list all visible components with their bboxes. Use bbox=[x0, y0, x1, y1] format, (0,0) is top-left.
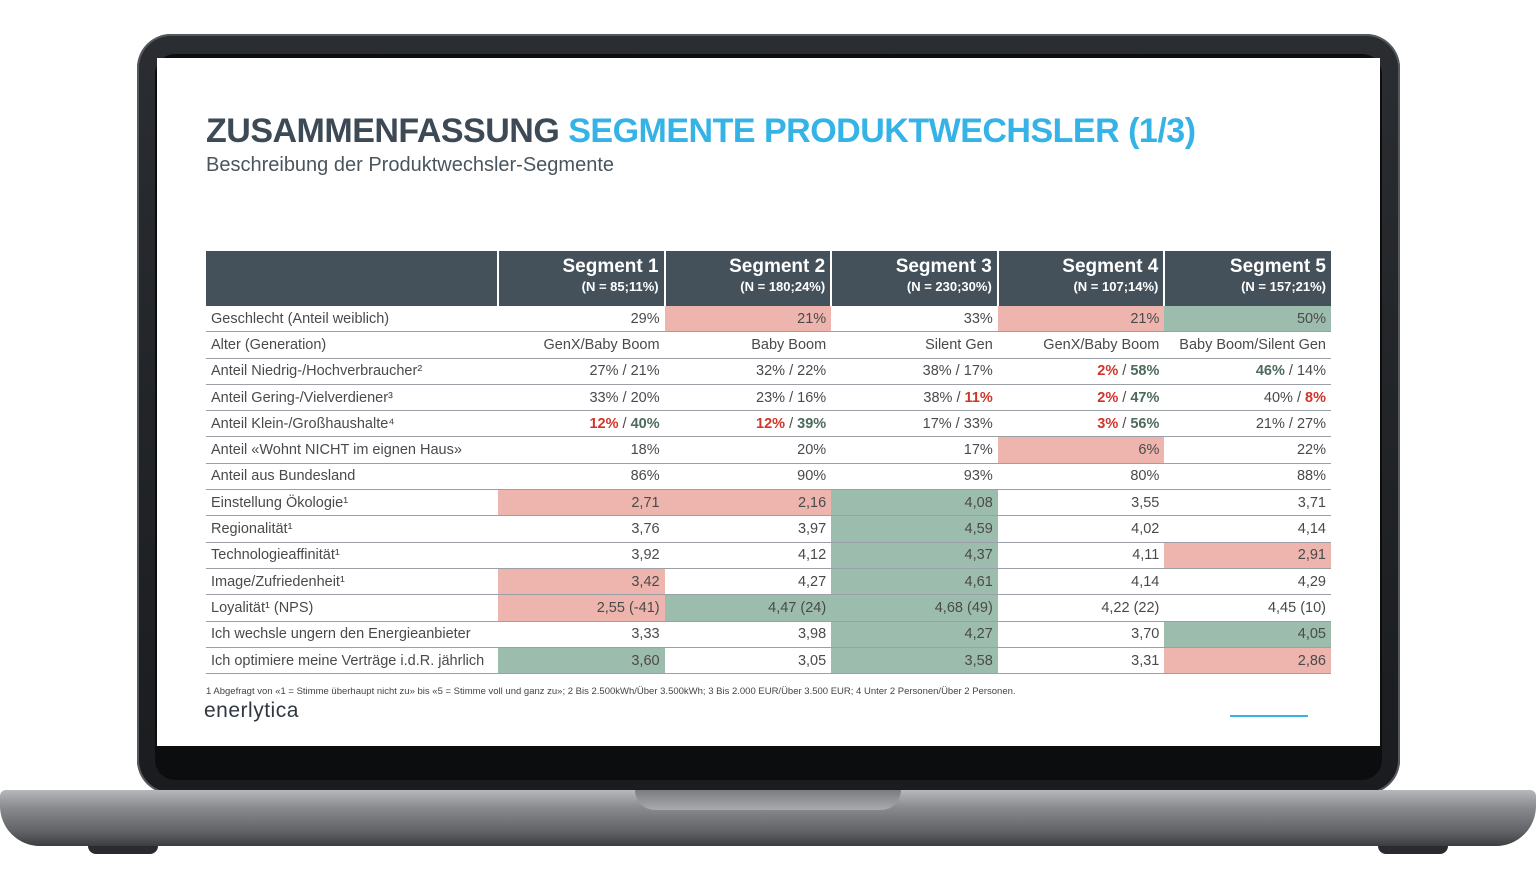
cell-value: 46% bbox=[1255, 363, 1285, 380]
header-empty bbox=[206, 251, 498, 306]
cell-segment-5 bbox=[1164, 516, 1331, 542]
table-row bbox=[206, 621, 1331, 647]
cell-segment-4 bbox=[998, 306, 1165, 332]
row-label: Ich wechsle ungern den Energieanbieter bbox=[206, 621, 498, 647]
cell-value: 21% bbox=[1130, 310, 1160, 327]
cell-segment-2 bbox=[665, 516, 832, 542]
cell-value: 3,60 bbox=[631, 652, 660, 669]
cell-segment-1 bbox=[498, 358, 665, 384]
cell-segment-2 bbox=[665, 490, 832, 516]
cell-separator: / bbox=[951, 363, 964, 380]
header-segment-name: Segment 3 bbox=[895, 256, 992, 277]
cell-value: 12% bbox=[756, 415, 786, 432]
cell-segment-5 bbox=[1164, 542, 1331, 568]
cell-value: 38% bbox=[923, 389, 953, 406]
cell-value: 88% bbox=[1296, 468, 1326, 485]
cell-segment-2 bbox=[665, 411, 832, 437]
cell-separator: / bbox=[1284, 415, 1297, 432]
cell-value: 4,29 bbox=[1297, 573, 1326, 590]
cell-segment-3 bbox=[831, 490, 998, 516]
header-segment-name: Segment 2 bbox=[729, 256, 826, 277]
cell-separator: / bbox=[951, 415, 964, 432]
cell-segment-1 bbox=[498, 437, 665, 463]
cell-value: 4,47 (24) bbox=[768, 599, 827, 616]
cell-separator: / bbox=[1292, 389, 1306, 406]
cell-segment-4 bbox=[998, 332, 1165, 358]
cell-value-2: 8% bbox=[1305, 389, 1326, 406]
cell-segment-1 bbox=[498, 542, 665, 568]
cell-segment-3 bbox=[831, 463, 998, 489]
header-segment-5 bbox=[1164, 251, 1331, 306]
cell-value: 2,71 bbox=[631, 494, 660, 511]
cell-segment-4 bbox=[998, 647, 1165, 673]
cell-segment-3 bbox=[831, 647, 998, 673]
laptop-notch bbox=[635, 790, 901, 810]
table-row bbox=[206, 463, 1331, 489]
cell-value: 4,14 bbox=[1297, 521, 1326, 538]
cell-segment-1 bbox=[498, 621, 665, 647]
cell-segment-1 bbox=[498, 411, 665, 437]
header-segment-name: Segment 5 bbox=[1229, 256, 1326, 277]
cell-value: 4,45 (10) bbox=[1267, 599, 1326, 616]
cell-value: 3,31 bbox=[1131, 652, 1160, 669]
cell-value: 4,68 (49) bbox=[934, 599, 993, 616]
cell-value: 4,05 bbox=[1297, 626, 1326, 643]
cell-separator: / bbox=[1118, 415, 1131, 432]
cell-value: 3,42 bbox=[631, 573, 660, 590]
cell-value: Baby Boom bbox=[751, 336, 827, 353]
cell-segment-5 bbox=[1164, 437, 1331, 463]
cell-value: 2% bbox=[1097, 389, 1119, 406]
cell-value: 21% bbox=[1255, 415, 1285, 432]
cell-value: 4,14 bbox=[1131, 573, 1160, 590]
cell-segment-2 bbox=[665, 384, 832, 410]
slide-subtitle: Beschreibung der Produktwechsler-Segmente bbox=[206, 154, 614, 176]
cell-separator: / bbox=[1118, 363, 1131, 380]
cell-value: 3,55 bbox=[1131, 494, 1160, 511]
table-row bbox=[206, 358, 1331, 384]
row-label: Image/Zufriedenheit¹ bbox=[206, 568, 498, 594]
cell-segment-1 bbox=[498, 595, 665, 621]
cell-value: 2,55 (-41) bbox=[596, 599, 660, 616]
cell-value: 27% bbox=[589, 363, 619, 380]
header-segment-n: (N = 107;14%) bbox=[1073, 279, 1159, 294]
cell-value: 29% bbox=[630, 310, 660, 327]
cell-value: 4,37 bbox=[964, 547, 993, 564]
footnote: 1 Abgefragt von «1 = Stimme überhaupt nicht zu» bis «5 = Stimme voll und ganz zu»; 2 Bis 2.500kWh/Über 3.500kWh; 3 Bis 2.000 EUR/Über 3.500 EUR; 4 Unter 2 Personen/Über 2 Personen. bbox=[206, 686, 1016, 697]
cell-value: 33% bbox=[963, 310, 993, 327]
cell-segment-3 bbox=[831, 542, 998, 568]
cell-segment-3 bbox=[831, 437, 998, 463]
cell-value: 3,76 bbox=[631, 521, 660, 538]
table-row bbox=[206, 332, 1331, 358]
cell-segment-5 bbox=[1164, 358, 1331, 384]
cell-value-2: 47% bbox=[1130, 389, 1160, 406]
cell-value-2: 14% bbox=[1296, 363, 1326, 380]
cell-value: 93% bbox=[963, 468, 993, 485]
cell-value-2: 39% bbox=[797, 415, 827, 432]
cell-value: 12% bbox=[589, 415, 619, 432]
cell-value: 3% bbox=[1097, 415, 1119, 432]
cell-value-2: 20% bbox=[630, 389, 660, 406]
table-row bbox=[206, 647, 1331, 673]
header-segment-n: (N = 230;30%) bbox=[906, 279, 992, 294]
laptop-foot-left bbox=[88, 846, 158, 854]
header-segment-4 bbox=[998, 251, 1165, 306]
cell-segment-1 bbox=[498, 463, 665, 489]
row-label: Regionalität¹ bbox=[206, 516, 498, 542]
table-row bbox=[206, 437, 1331, 463]
cell-value: GenX/Baby Boom bbox=[1043, 336, 1160, 353]
cell-value-2: 21% bbox=[630, 363, 660, 380]
accent-line bbox=[1230, 715, 1308, 717]
row-label: Anteil Klein-/Großhaushalte⁴ bbox=[206, 411, 498, 437]
row-label: Anteil Niedrig-/Hochverbraucher² bbox=[206, 358, 498, 384]
table-header-row bbox=[206, 251, 1331, 306]
cell-value: 40% bbox=[1263, 389, 1293, 406]
table-row bbox=[206, 490, 1331, 516]
header-segment-name: Segment 4 bbox=[1062, 256, 1159, 277]
cell-value-2: 27% bbox=[1296, 415, 1326, 432]
cell-value-2: 17% bbox=[963, 363, 993, 380]
cell-value: 2% bbox=[1097, 363, 1119, 380]
cell-value: 50% bbox=[1296, 310, 1326, 327]
cell-separator: / bbox=[618, 415, 631, 432]
cell-value: 3,92 bbox=[631, 547, 660, 564]
header-segment-name: Segment 1 bbox=[562, 256, 659, 277]
cell-segment-3 bbox=[831, 411, 998, 437]
cell-segment-5 bbox=[1164, 463, 1331, 489]
table-body bbox=[206, 306, 1331, 674]
cell-segment-3 bbox=[831, 516, 998, 542]
cell-segment-3 bbox=[831, 384, 998, 410]
cell-segment-3 bbox=[831, 621, 998, 647]
cell-separator: / bbox=[785, 415, 798, 432]
cell-segment-4 bbox=[998, 568, 1165, 594]
cell-segment-1 bbox=[498, 647, 665, 673]
cell-value: 17% bbox=[963, 442, 993, 459]
cell-value: 3,97 bbox=[797, 521, 827, 538]
cell-segment-2 bbox=[665, 463, 832, 489]
cell-segment-2 bbox=[665, 437, 832, 463]
cell-separator: / bbox=[618, 363, 631, 380]
cell-segment-4 bbox=[998, 358, 1165, 384]
header-segment-3 bbox=[831, 251, 998, 306]
cell-value: Silent Gen bbox=[925, 336, 993, 353]
cell-value-2: 33% bbox=[963, 415, 993, 432]
cell-separator: / bbox=[952, 389, 965, 406]
cell-segment-2 bbox=[665, 568, 832, 594]
table-row bbox=[206, 542, 1331, 568]
cell-value: 32% bbox=[756, 363, 786, 380]
cell-value: 4,12 bbox=[797, 547, 827, 564]
title-part-2: SEGMENTE PRODUKTWECHSLER (1/3) bbox=[568, 112, 1196, 150]
cell-value: 3,05 bbox=[797, 652, 827, 669]
cell-segment-5 bbox=[1164, 621, 1331, 647]
table-row bbox=[206, 411, 1331, 437]
cell-segment-3 bbox=[831, 595, 998, 621]
table-row bbox=[206, 595, 1331, 621]
table-row bbox=[206, 516, 1331, 542]
cell-value: 86% bbox=[630, 468, 660, 485]
cell-value: 90% bbox=[797, 468, 827, 485]
header-segment-n: (N = 85;11%) bbox=[581, 279, 659, 294]
cell-value: 4,02 bbox=[1131, 521, 1160, 538]
cell-segment-4 bbox=[998, 463, 1165, 489]
slide-screen bbox=[157, 58, 1380, 746]
cell-segment-4 bbox=[998, 490, 1165, 516]
slide-title bbox=[206, 112, 1196, 151]
header-segment-2 bbox=[665, 251, 832, 306]
cell-value: 3,58 bbox=[964, 652, 993, 669]
cell-segment-5 bbox=[1164, 332, 1331, 358]
cell-value: 23% bbox=[756, 389, 786, 406]
cell-value: 33% bbox=[589, 389, 619, 406]
cell-value: 4,59 bbox=[964, 521, 993, 538]
cell-segment-4 bbox=[998, 437, 1165, 463]
cell-value: 4,11 bbox=[1132, 547, 1160, 564]
cell-value: 4,08 bbox=[964, 494, 993, 511]
cell-value: 4,27 bbox=[964, 626, 993, 643]
cell-value: 4,22 (22) bbox=[1101, 599, 1160, 616]
row-label: Technologieaffinität¹ bbox=[206, 542, 498, 568]
cell-segment-5 bbox=[1164, 647, 1331, 673]
cell-segment-1 bbox=[498, 490, 665, 516]
cell-value: 21% bbox=[797, 310, 827, 327]
cell-segment-2 bbox=[665, 621, 832, 647]
cell-value-2: 22% bbox=[797, 363, 827, 380]
cell-value: 18% bbox=[630, 442, 660, 459]
title-part-1: ZUSAMMENFASSUNG bbox=[206, 112, 560, 150]
cell-value-2: 56% bbox=[1130, 415, 1160, 432]
cell-segment-2 bbox=[665, 358, 832, 384]
row-label: Ich optimiere meine Verträge i.d.R. jährlich bbox=[206, 647, 498, 673]
cell-segment-2 bbox=[665, 332, 832, 358]
cell-value: 2,86 bbox=[1297, 652, 1326, 669]
cell-value: Baby Boom/Silent Gen bbox=[1179, 336, 1326, 353]
cell-segment-4 bbox=[998, 595, 1165, 621]
cell-value: 2,16 bbox=[797, 494, 827, 511]
cell-value: 3,71 bbox=[1297, 494, 1326, 511]
cell-segment-1 bbox=[498, 516, 665, 542]
cell-segment-3 bbox=[831, 568, 998, 594]
cell-segment-4 bbox=[998, 621, 1165, 647]
cell-value: 38% bbox=[922, 363, 952, 380]
cell-segment-1 bbox=[498, 568, 665, 594]
row-label: Geschlecht (Anteil weiblich) bbox=[206, 306, 498, 332]
cell-segment-4 bbox=[998, 516, 1165, 542]
laptop-foot-right bbox=[1378, 846, 1448, 854]
cell-segment-3 bbox=[831, 358, 998, 384]
cell-value: 17% bbox=[922, 415, 952, 432]
cell-value: 3,33 bbox=[631, 626, 660, 643]
cell-segment-3 bbox=[831, 332, 998, 358]
header-segment-n: (N = 180;24%) bbox=[740, 279, 826, 294]
cell-value-2: 40% bbox=[630, 415, 660, 432]
cell-segment-5 bbox=[1164, 384, 1331, 410]
cell-value: 80% bbox=[1130, 468, 1160, 485]
row-label: Anteil aus Bundesland bbox=[206, 463, 498, 489]
cell-segment-1 bbox=[498, 332, 665, 358]
cell-value: 20% bbox=[797, 442, 827, 459]
cell-value: 22% bbox=[1296, 442, 1326, 459]
cell-segment-5 bbox=[1164, 595, 1331, 621]
cell-value-2: 58% bbox=[1130, 363, 1160, 380]
cell-segment-2 bbox=[665, 647, 832, 673]
table-row bbox=[206, 568, 1331, 594]
enerlytica-logo: enerlytica bbox=[204, 699, 299, 722]
row-label: Loyalität¹ (NPS) bbox=[206, 595, 498, 621]
cell-segment-2 bbox=[665, 306, 832, 332]
cell-value-2: 11% bbox=[964, 389, 993, 406]
cell-segment-2 bbox=[665, 542, 832, 568]
cell-separator: / bbox=[618, 389, 631, 406]
header-segment-1 bbox=[498, 251, 665, 306]
cell-segment-5 bbox=[1164, 490, 1331, 516]
cell-separator: / bbox=[1118, 389, 1131, 406]
segment-table bbox=[206, 251, 1331, 674]
cell-segment-2 bbox=[665, 595, 832, 621]
table-row bbox=[206, 306, 1331, 332]
cell-segment-4 bbox=[998, 411, 1165, 437]
header-segment-n: (N = 157;21%) bbox=[1241, 279, 1326, 294]
cell-value: 4,61 bbox=[964, 573, 993, 590]
row-label: Anteil Gering-/Vielverdiener³ bbox=[206, 384, 498, 410]
cell-segment-1 bbox=[498, 306, 665, 332]
table-row bbox=[206, 384, 1331, 410]
cell-segment-5 bbox=[1164, 568, 1331, 594]
cell-separator: / bbox=[1284, 363, 1297, 380]
cell-segment-4 bbox=[998, 542, 1165, 568]
cell-value: GenX/Baby Boom bbox=[543, 336, 660, 353]
row-label: Einstellung Ökologie¹ bbox=[206, 490, 498, 516]
cell-segment-5 bbox=[1164, 306, 1331, 332]
cell-separator: / bbox=[785, 363, 798, 380]
row-label: Anteil «Wohnt NICHT im eignen Haus» bbox=[206, 437, 498, 463]
cell-value: 6% bbox=[1138, 442, 1160, 459]
row-label: Alter (Generation) bbox=[206, 332, 498, 358]
cell-segment-1 bbox=[498, 384, 665, 410]
cell-value: 3,98 bbox=[797, 626, 827, 643]
cell-separator: / bbox=[785, 389, 798, 406]
cell-value: 4,27 bbox=[797, 573, 827, 590]
cell-segment-5 bbox=[1164, 411, 1331, 437]
cell-value-2: 16% bbox=[797, 389, 827, 406]
cell-value: 2,91 bbox=[1297, 547, 1326, 564]
cell-value: 3,70 bbox=[1131, 626, 1160, 643]
cell-segment-4 bbox=[998, 384, 1165, 410]
cell-segment-3 bbox=[831, 306, 998, 332]
